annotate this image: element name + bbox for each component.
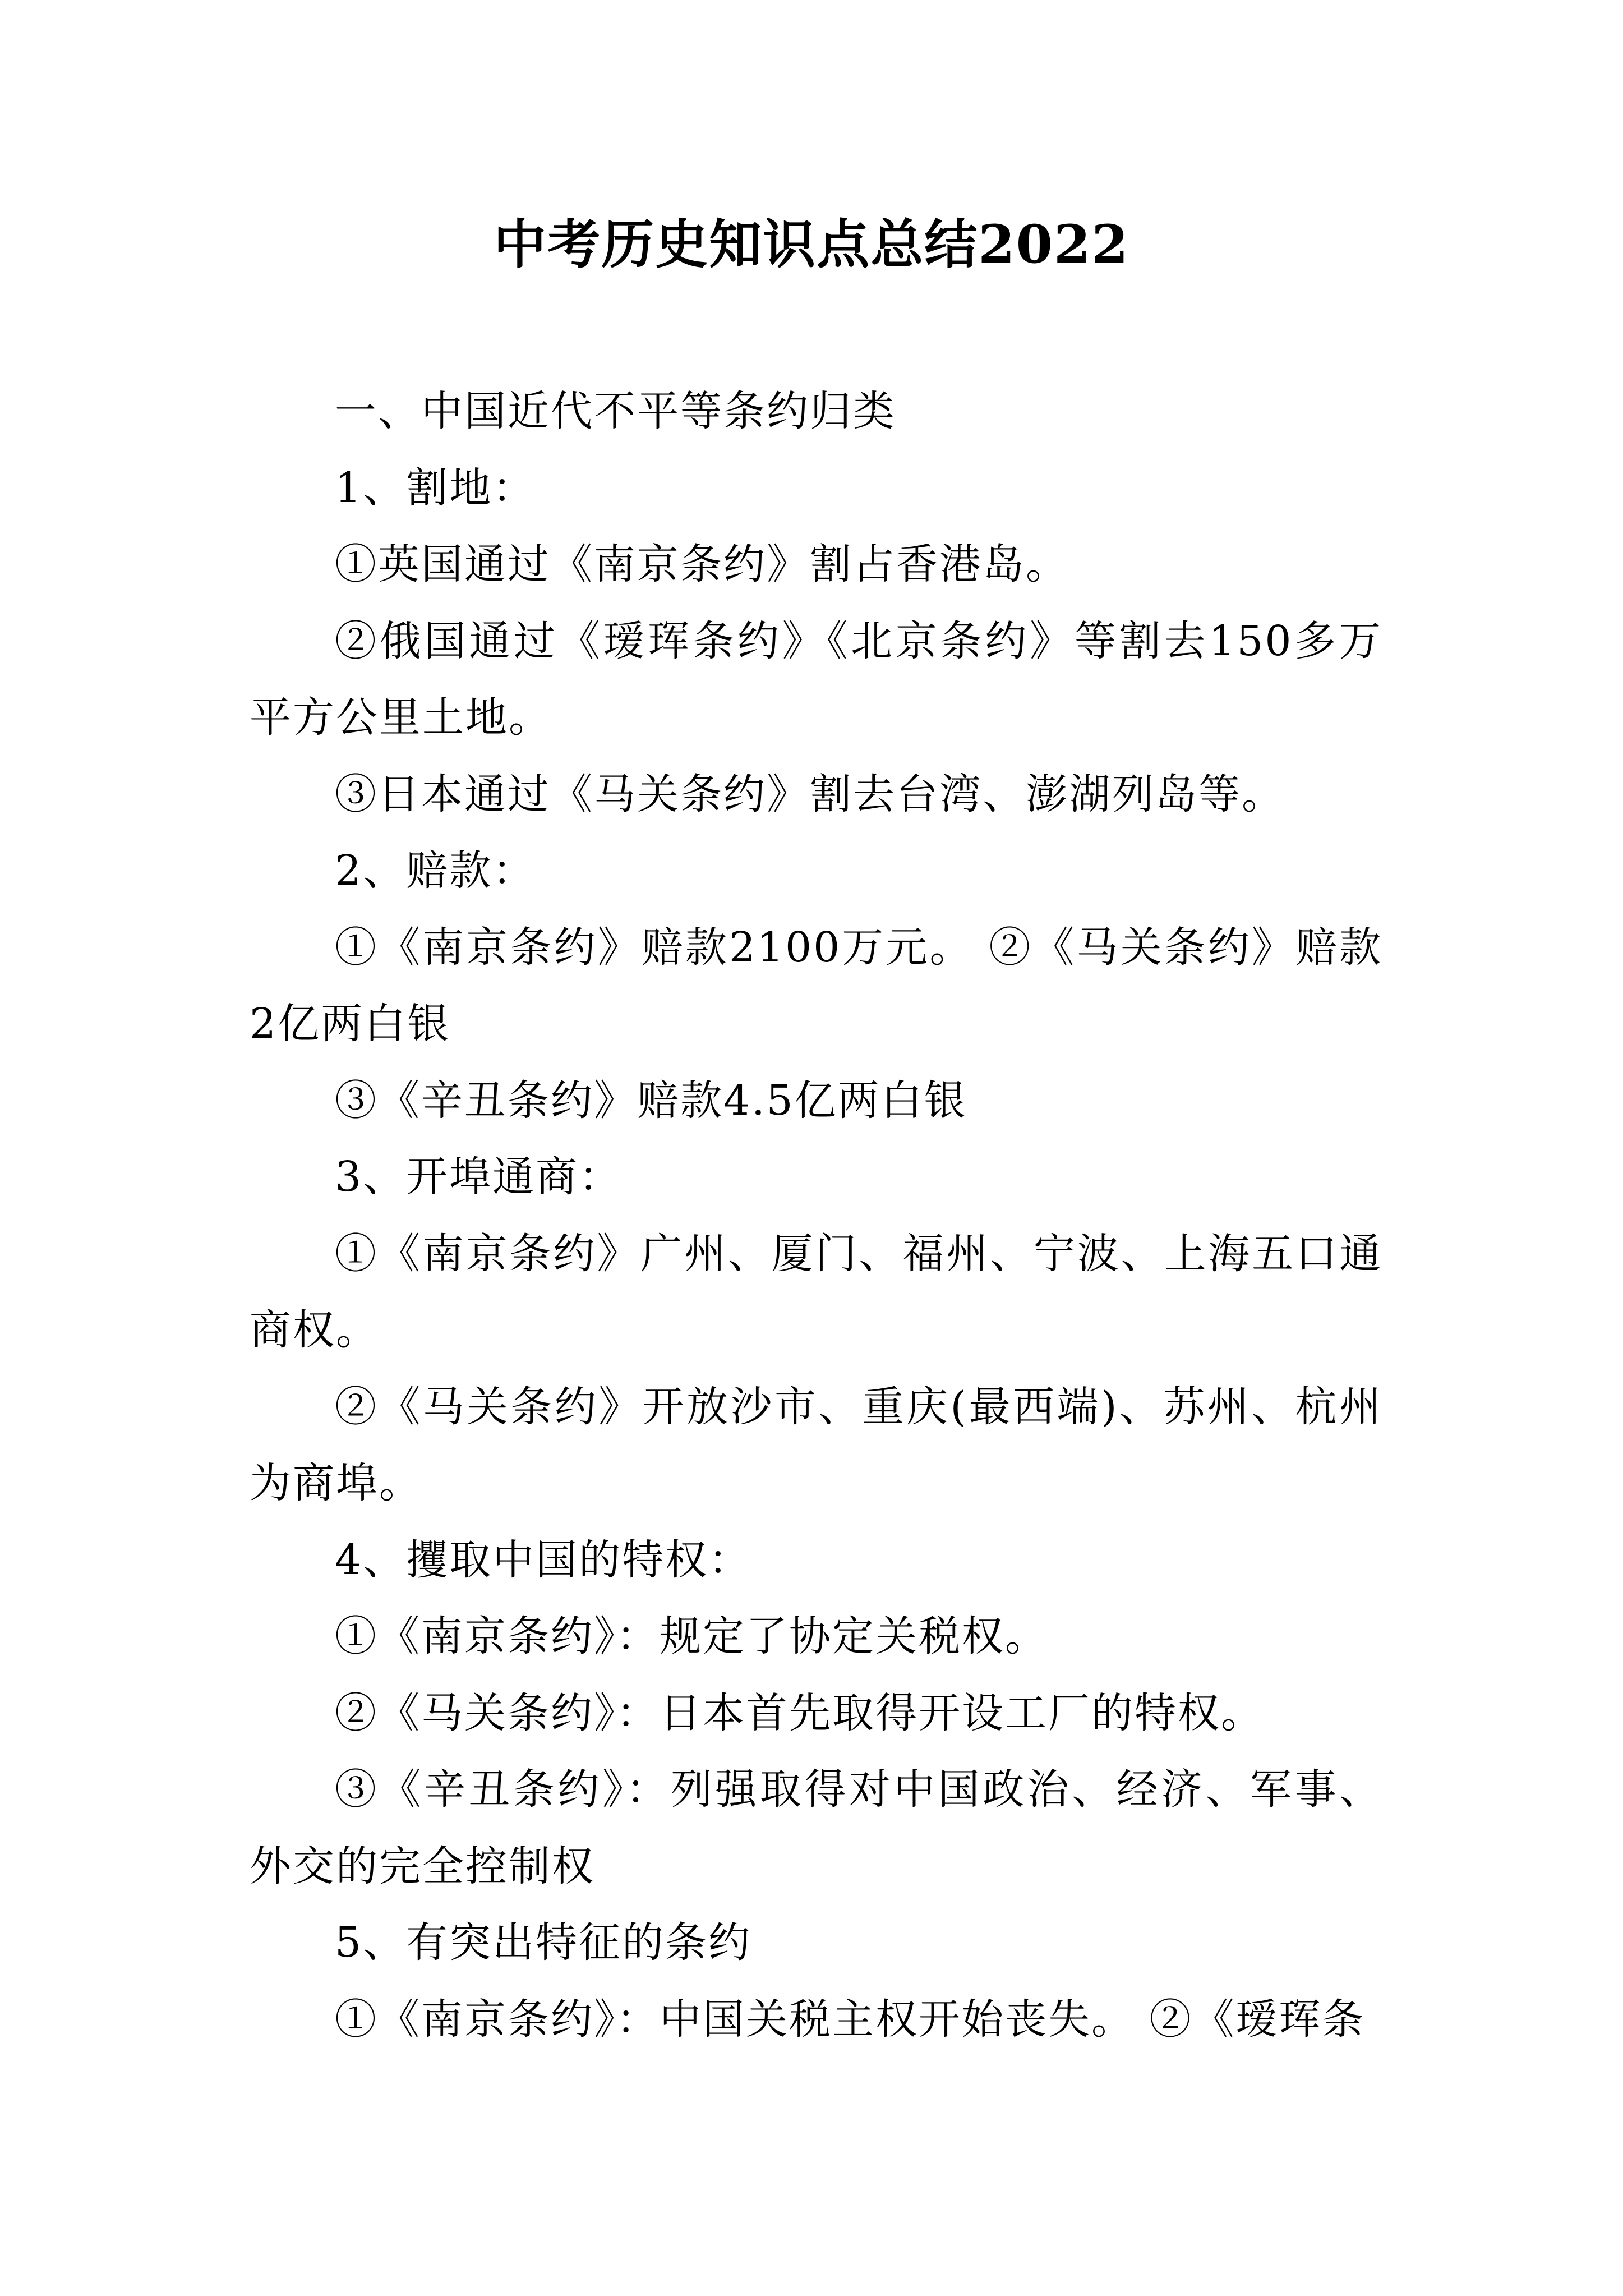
- list-item: ①《南京条约》广州、厦门、福州、宁波、上海五口通商权。: [250, 1229, 1382, 1354]
- page-title: 中考历史知识点总结2022: [494, 214, 1129, 275]
- list-item: ①英国通过《南京条约》割占香港岛。: [335, 540, 1069, 588]
- subheading: 5、有突出特征的条约: [335, 1918, 752, 1967]
- list-item: ③《辛丑条约》赔款4.5亿两白银: [335, 1076, 967, 1125]
- list-item: ①《南京条约》赔款2100万元。 ②《马关条约》赔款2亿两白银: [250, 923, 1382, 1048]
- subheading: 3、开埠通商：: [335, 1153, 623, 1201]
- subheading: 4、攫取中国的特权：: [335, 1535, 752, 1584]
- subheading: 1、割地：: [335, 463, 536, 512]
- list-item: ②《马关条约》：日本首先取得开设工厂的特权。: [335, 1688, 1264, 1737]
- list-item: ②《马关条约》开放沙市、重庆(最西端)、苏州、杭州为商埠。: [250, 1382, 1382, 1507]
- list-item: ②俄国通过《瑷珲条约》《北京条约》等割去150多万平方公里土地。: [250, 616, 1382, 742]
- section-heading: 一、中国近代不平等条约归类: [335, 387, 896, 435]
- document-body: [250, 373, 1382, 2058]
- subheading: 2、赔款：: [335, 846, 536, 895]
- list-item: ①《南京条约》：中国关税主权开始丧失。 ②《瑷珲条: [335, 1995, 1366, 2044]
- list-item: ③日本通过《马关条约》割去台湾、澎湖列岛等。: [335, 770, 1285, 818]
- list-item: ③《辛丑条约》：列强取得对中国政治、经济、军事、外交的完全控制权: [250, 1765, 1382, 1890]
- list-item: ①《南京条约》：规定了协定关税权。: [335, 1612, 1048, 1660]
